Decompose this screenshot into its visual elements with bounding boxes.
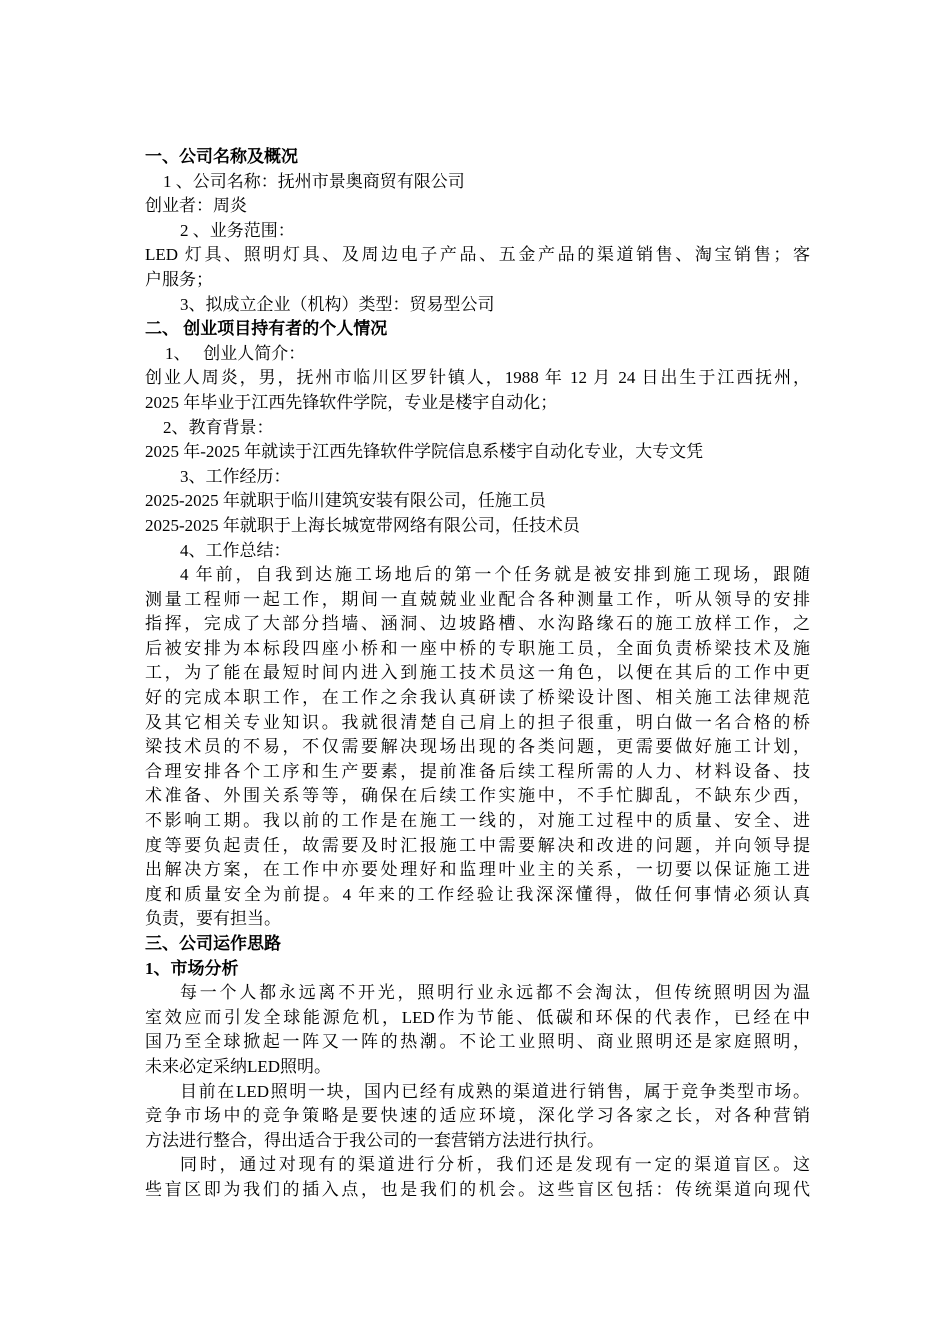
paragraph-line: 负责，要有担当。: [145, 909, 281, 929]
section-heading: 1、市场分析: [145, 958, 239, 978]
paragraph-line: 出解决方案，在工作中亦要处理好和监理叶业主的关系，一切要以保证施工进: [145, 860, 810, 880]
paragraph-line: 竞争市场中的竞争策略是要快速的适应环境，深化学习各家之长，对各种营销: [145, 1106, 810, 1126]
paragraph-line: 同时，通过对现有的渠道进行分析，我们还是发现有一定的渠道盲区。这: [180, 1155, 810, 1175]
paragraph-line: 2025-2025 年就职于上海长城宽带网络有限公司，任技术员: [145, 515, 580, 535]
paragraph-line: 度和质量安全为前提。4 年来的工作经验让我深深懂得，做任何事情必须认真: [145, 884, 810, 904]
paragraph-line: 每一个人都永远离不开光，照明行业永远都不会淘汰，但传统照明因为温: [180, 983, 810, 1003]
document-body: [145, 145, 810, 1203]
paragraph-line: 工，为了能在最短时间内进入到施工技术员这一角色，以便在其后的工作中更: [145, 663, 810, 683]
paragraph-line: 1、 创业人简介：: [165, 343, 306, 363]
paragraph-line: 户服务；: [145, 269, 213, 289]
paragraph-line: 2025 年-2025 年就读于江西先锋软件学院信息系楼宇自动化专业，大专文凭: [145, 442, 704, 462]
paragraph-line: 3、工作经历：: [180, 466, 291, 486]
paragraph-line: 好的完成本职工作，在工作之余我认真研读了桥梁设计图、相关施工法律规范: [145, 688, 810, 708]
paragraph-line: 目前在LED照明一块，国内已经有成熟的渠道进行销售，属于竞争类型市场。: [180, 1081, 810, 1101]
paragraph-line: 2025 年毕业于江西先锋软件学院，专业是楼宇自动化；: [145, 392, 558, 412]
paragraph-line: 2025-2025 年就职于临川建筑安装有限公司，任施工员: [145, 491, 546, 511]
paragraph-line: 些盲区即为我们的插入点，也是我们的机会。这些盲区包括：传统渠道向现代: [145, 1179, 810, 1199]
paragraph-line: 1 、公司名称：抚州市景奥商贸有限公司: [163, 171, 465, 191]
paragraph-line: 创业者：周炎: [145, 196, 247, 216]
section-heading: 三、公司运作思路: [145, 934, 281, 953]
paragraph-line: 术准备、外围关系等等，确保在后续工作实施中，不手忙脚乱，不缺东少西，: [145, 786, 810, 806]
paragraph-line: 室效应而引发全球能源危机，LED作为节能、低碳和环保的代表作，已经在中: [145, 1007, 810, 1027]
section-heading: 二、 创业项目持有者的个人情况: [145, 319, 388, 339]
paragraph-line: 梁技术员的不易，不仅需要解决现场出现的各类问题，更需要做好施工计划，: [145, 737, 810, 757]
paragraph-line: 2、教育背景：: [163, 417, 274, 437]
paragraph-line: 国乃至全球掀起一阵又一阵的热潮。不论工业照明、商业照明还是家庭照明，: [145, 1032, 810, 1052]
paragraph-line: 4、工作总结：: [180, 540, 291, 560]
paragraph-line: 指挥，完成了大部分挡墙、涵洞、边坡路槽、水沟路缘石的施工放样工作，之: [145, 614, 810, 634]
paragraph-line: 2 、业务范围：: [180, 220, 295, 240]
paragraph-line: 后被安排为本标段四座小桥和一座中桥的专职施工员，全面负责桥梁技术及施: [145, 638, 810, 658]
paragraph-line: 方法进行整合，得出适合于我公司的一套营销方法进行执行。: [145, 1130, 604, 1150]
section-heading: 一、公司名称及概况: [145, 147, 298, 166]
paragraph-line: 3、拟成立企业（机构）类型：贸易型公司: [180, 294, 495, 314]
paragraph-line: 合理安排各个工序和生产要素，提前准备后续工程所需的人力、材料设备、技: [145, 761, 810, 781]
paragraph-line: LED 灯具、照明灯具、及周边电子产品、五金产品的渠道销售、淘宝销售；客: [145, 245, 810, 265]
paragraph-line: 4 年前，自我到达施工场地后的第一个任务就是被安排到施工现场，跟随: [180, 565, 810, 585]
paragraph-line: 度等要负起责任，故需要及时汇报施工中需要解决和改进的问题，并向领导提: [145, 835, 810, 855]
paragraph-line: 未来必定采纳LED照明。: [145, 1056, 332, 1076]
paragraph-line: 测量工程师一起工作，期间一直兢兢业业配合各种测量工作，听从领导的安排: [145, 589, 810, 609]
paragraph-line: 创业人周炎，男，抚州市临川区罗针镇人，1988 年 12 月 24 日出生于江西抚州，: [145, 368, 810, 388]
paragraph-line: 及其它相关专业知识。我就很清楚自己肩上的担子很重，明白做一名合格的桥: [145, 712, 810, 732]
paragraph-line: 不影响工期。我以前的工作是在施工一线的，对施工过程中的质量、安全、进: [145, 811, 810, 831]
